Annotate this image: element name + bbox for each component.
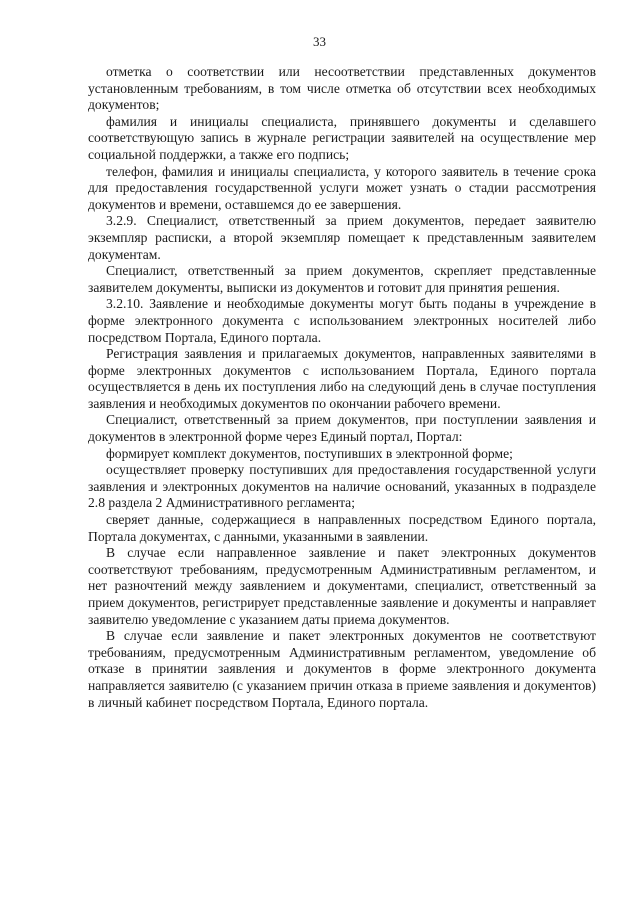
paragraph: 3.2.10. Заявление и необходимые документы могут быть поданы в учреждение в форме электронного документа с использованием электронных носителей либо посредством Портала, Единого портала. (88, 296, 596, 345)
paragraph: В случае если заявление и пакет электронных документов не соответствуют требованиям, предусмотренным Административным регламентом, уведомление об отказе в принятии заявления и документов в форме электронного документа направляется заявителю (с указанием причин отказа в приеме заявления и документов) в личный кабинет посредством Портала, Единого портала. (88, 628, 596, 710)
paragraph: Регистрация заявления и прилагаемых документов, направленных заявителями в форме электронных документов с использованием Портала, Единого портала осуществляется в день их поступления либо на следующий день в случае поступления заявления и необходимых документов по окончании рабочего времени. (88, 346, 596, 411)
paragraph: сверяет данные, содержащиеся в направленных посредством Единого портала, Портала документах, с данными, указанными в заявлении. (88, 512, 596, 544)
paragraph: Специалист, ответственный за прием документов, скрепляет представленные заявителем документы, выписки из документов и готовит для принятия решения. (88, 263, 596, 295)
paragraph: телефон, фамилия и инициалы специалиста, у которого заявитель в течение срока для предоставления государственной услуги может узнать о стадии рассмотрения документов и времени, оставшемся до ее завершения. (88, 163, 596, 212)
paragraph: осуществляет проверку поступивших для предоставления государственной услуги заявления и электронных документов на наличие оснований, указанных в подразделе 2.8 раздела 2 Административного регламента; (88, 462, 596, 511)
paragraph: 3.2.9. Специалист, ответственный за прием документов, передает заявителю экземпляр расписки, а второй экземпляр помещает к представленным заявителем документам. (88, 213, 596, 262)
paragraph: Специалист, ответственный за прием документов, при поступлении заявления и документов в электронной форме через Единый портал, Портал: (88, 412, 596, 445)
paragraph: фамилия и инициалы специалиста, принявшего документы и сделавшего соответствующую запись в журнале регистрации заявителей на осуществление мер социальной поддержки, а также его подпись; (88, 113, 596, 162)
document-body (88, 64, 596, 711)
paragraph: В случае если направленное заявление и пакет электронных документов соответствуют требованиям, предусмотренным Административным регламентом, и нет разночтений между заявлением и документами, специалист, ответственный за прием документов, регистрирует представленные заявление и документы и направляет заявителю уведомление с указанием даты приема документов. (88, 545, 596, 627)
paragraph: формирует комплект документов, поступивших в электронной форме; (106, 445, 513, 461)
paragraph: отметка о соответствии или несоответствии представленных документов установленным требованиям, в том числе отметка об отсутствии всех необходимых документов; (88, 64, 596, 113)
page-number: 33 (313, 34, 326, 49)
